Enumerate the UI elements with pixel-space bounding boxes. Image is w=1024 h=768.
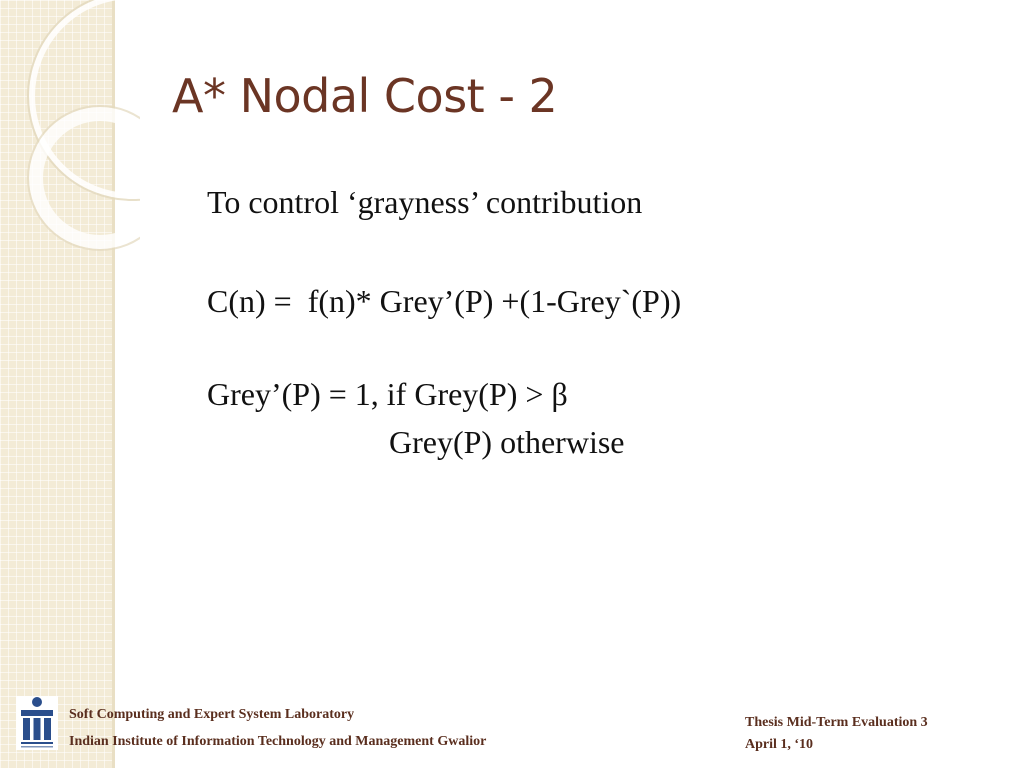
upper-ring [32,0,140,196]
iiitm-logo-icon [14,694,60,752]
decorative-rings [0,0,140,260]
body-line-cost-formula: C(n) = f(n)* Grey’(P) +(1-Grey`(P)) [207,283,682,319]
lower-ring-shadow [28,106,140,250]
footer-institute-name: Indian Institute of Information Technology and Management Gwalior [69,734,487,749]
footer-lab-name: Soft Computing and Expert System Laboratory [69,707,355,722]
upper-ring-shadow [28,0,140,200]
slide-title: A* Nodal Cost - 2 [172,69,558,123]
body-line-grey-otherwise: Grey(P) otherwise [389,424,625,460]
lower-ring [36,114,140,242]
body-line-grey-definition: Grey’(P) = 1, if Grey(P) > β [207,376,568,412]
body-line-purpose: To control ‘grayness’ contribution [207,184,643,220]
footer-date: April 1, ‘10 [745,737,814,752]
footer-evaluation: Thesis Mid-Term Evaluation 3 [745,715,928,730]
